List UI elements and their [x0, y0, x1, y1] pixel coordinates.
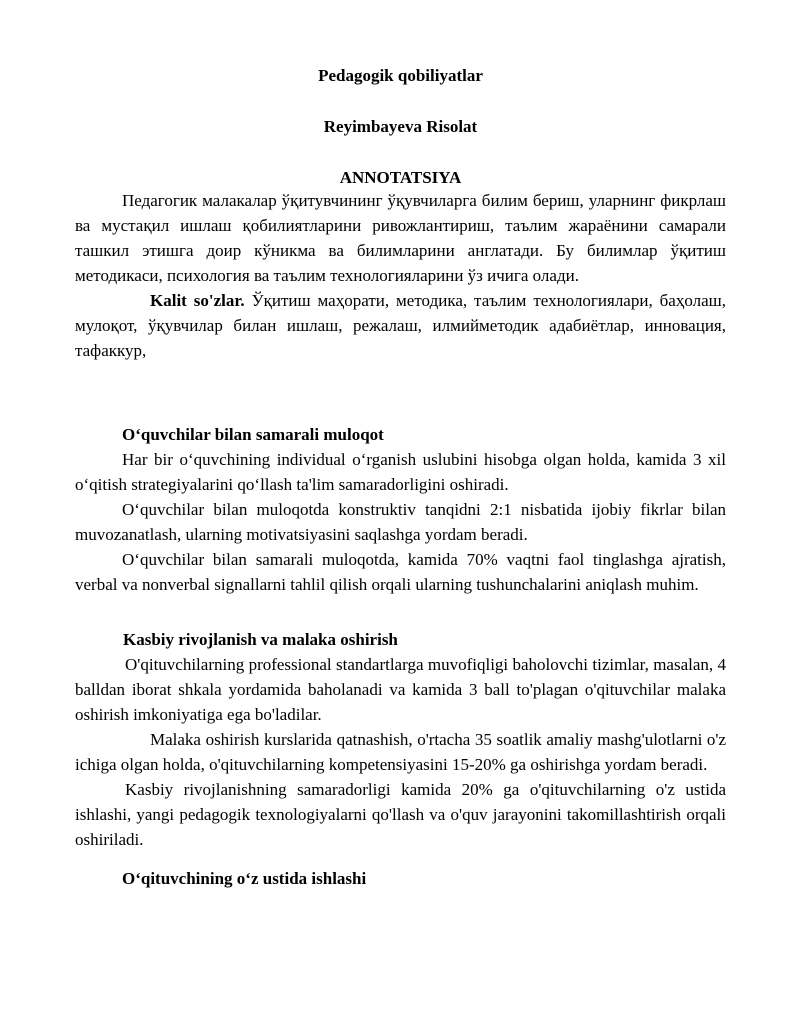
section-2-paragraph-1: O'qituvchilarning professional standartlarga muvofiqligi baholovchi tizimlar, masalan, 4 balldan iborat shkala yordamida baholanadi va kamida 3 ball to'plagan o'qituvchilar malaka oshirish imkoniyatiga ega bo'ladilar.: [75, 655, 726, 724]
keywords-label: Kalit so'zlar.: [150, 291, 245, 310]
section-1-paragraph-1: Har bir o‘quvchining individual o‘rganish uslubini hisobga olgan holda, kamida 3 xil o‘qitish strategiyalarini qo‘llash ta'lim samaradorligini oshiradi.: [75, 450, 726, 494]
section-2-paragraph-3: Kasbiy rivojlanishning samaradorligi kamida 20% ga o'qituvchilarning o'z ustida ishlashi, yangi pedagogik texnologiyalarni qo'llash va o'quv jarayonini takomillashtirish orqali oshiriladi.: [75, 780, 726, 849]
annotation-heading: ANNOTATSIYA: [339, 168, 462, 187]
section-heading-professional-development: Kasbiy rivojlanish va malaka oshirish: [123, 630, 398, 649]
section-2-paragraph-2: Malaka oshirish kurslarida qatnashish, o'rtacha 35 soatlik amaliy mashg'ulotlarni o'z ichiga olgan holda, o'qituvchilarning kompetensiyasini 15-20% ga oshirishga yordam beradi.: [75, 730, 726, 774]
keywords-paragraph: [75, 288, 726, 363]
annotation-paragraph: Педагогик малакалар ўқитувчининг ўқувчиларга билим бериш, уларнинг фикрлаш ва мустақил ишлаш қобилиятларини ривожлантириш, таълим жараёнини самарали ташкил этишга доир кўникма ва билимларини англатади. Бу билимлар ўқитиш методикаси, психология ва таълим технологияларини ўз ичига олади.: [75, 191, 726, 285]
keywords-text: Ўқитиш маҳорати, методика, таълим технологиялари, баҳолаш, мулоқот, ўқувчилар билан ишлаш, режалаш, илмийметодик адабиётлар, инновация, тафаккур,: [75, 291, 726, 360]
document-title: Pedagogik qobiliyatlar: [318, 66, 483, 85]
author-name: Reyimbayeva Risolat: [323, 117, 478, 136]
section-1-paragraph-2: O‘quvchilar bilan muloqotda konstruktiv tanqidni 2:1 nisbatida ijobiy fikrlar bilan muvozanatlash, ularning motivatsiyasini saqlashga yordam beradi.: [75, 500, 726, 544]
section-heading-self-improvement: O‘qituvchining o‘z ustida ishlashi: [122, 869, 367, 888]
section-heading-communication: O‘quvchilar bilan samarali muloqot: [122, 425, 384, 444]
section-1-paragraph-3: O‘quvchilar bilan samarali muloqotda, kamida 70% vaqtni faol tinglashga ajratish, verbal va nonverbal signallarni tahlil qilish orqali ularning tushunchalarini aniqlash muhim.: [75, 550, 726, 594]
